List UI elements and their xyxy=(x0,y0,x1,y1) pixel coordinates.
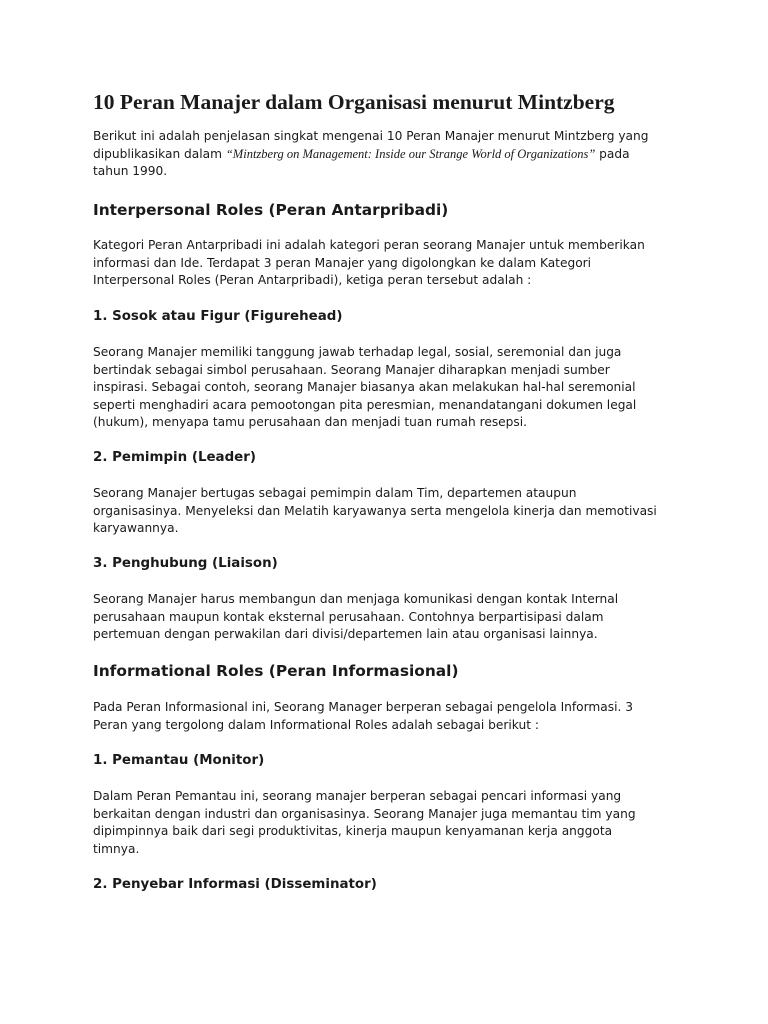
intro-line: tahun 1990. xyxy=(93,164,168,179)
paragraph-line: (hukum), menyapa tamu perusahaan dan menjadi tuan rumah resepsi. xyxy=(93,415,528,430)
paragraph-line: Interpersonal Roles (Peran Antarpribadi), ketiga peran tersebut adalah : xyxy=(93,273,532,288)
intro-line: Berikut ini adalah penjelasan singkat mengenai 10 Peran Manajer menurut Mintzberg yang xyxy=(93,129,649,143)
interpersonal-description xyxy=(93,237,683,290)
paragraph-line: informasi dan Ide. Terdapat 3 peran Manajer yang digolongkan ke dalam Kategori xyxy=(93,255,592,270)
intro-line xyxy=(93,146,683,164)
role-description-figurehead xyxy=(93,344,683,432)
paragraph-line: Kategori Peran Antarpribadi ini adalah kategori peran seorang Manajer untuk memberikan xyxy=(93,238,645,252)
document-title: 10 Peran Manajer dalam Organisasi menurut Mintzberg xyxy=(93,90,615,114)
paragraph-line: Peran yang tergolong dalam Informational Roles adalah sebagai berikut : xyxy=(93,717,539,732)
paragraph-line: Pada Peran Informasional ini, Seorang Manager berperan sebagai pengelola Informasi. 3 xyxy=(93,700,634,714)
paragraph-line: seperti menghadiri acara pemootongan pita peresmian, menandatangani dokumen legal xyxy=(93,397,637,412)
paragraph-line: timnya. xyxy=(93,841,140,856)
publication-title: “Mintzberg on Management: Inside our Strange World of Organizations” xyxy=(225,146,596,161)
role-heading-monitor: 1. Pemantau (Monitor) xyxy=(93,753,265,768)
paragraph-line: bertindak sebagai simbol perusahaan. Seorang Manajer diharapkan menjadi sumber xyxy=(93,362,610,377)
role-description-liaison xyxy=(93,591,683,644)
paragraph-line: perusahaan maupun kontak eksternal perusahaan. Contohnya berpartisipasi dalam xyxy=(93,609,604,624)
informational-description xyxy=(93,699,683,734)
role-description-leader xyxy=(93,485,683,538)
paragraph-line: Seorang Manajer harus membangun dan menjaga komunikasi dengan kontak Internal xyxy=(93,592,619,606)
paragraph-line: Dalam Peran Pemantau ini, seorang manajer berperan sebagai pencari informasi yang xyxy=(93,789,622,803)
paragraph-line: Seorang Manajer memiliki tanggung jawab terhadap legal, sosial, seremonial dan juga xyxy=(93,345,622,359)
intro-text: pada xyxy=(595,146,630,161)
intro-text: dipublikasikan dalam xyxy=(93,146,226,161)
paragraph-line: dipimpinnya baik dari segi produktivitas, kinerja maupun kenyamanan kerja anggota xyxy=(93,824,613,839)
role-description-monitor xyxy=(93,788,683,858)
paragraph-line: pertemuan dengan perwakilan dari divisi/departemen lain atau organisasi lainnya. xyxy=(93,627,598,642)
role-heading-figurehead: 1. Sosok atau Figur (Figurehead) xyxy=(93,309,343,324)
role-heading-liaison: 3. Penghubung (Liaison) xyxy=(93,556,278,571)
intro-paragraph xyxy=(93,128,683,181)
role-heading-leader: 2. Pemimpin (Leader) xyxy=(93,450,256,465)
paragraph-line: organisasinya. Menyeleksi dan Melatih karyawanya serta mengelola kinerja dan memotivasi xyxy=(93,503,657,518)
role-heading-disseminator: 2. Penyebar Informasi (Disseminator) xyxy=(93,877,377,892)
section-heading-interpersonal: Interpersonal Roles (Peran Antarpribadi) xyxy=(93,201,449,219)
paragraph-line: karyawannya. xyxy=(93,521,179,536)
paragraph-line: berkaitan dengan industri dan organisasinya. Seorang Manajer juga memantau tim yang xyxy=(93,806,636,821)
section-heading-informational: Informational Roles (Peran Informasional) xyxy=(93,662,459,680)
paragraph-line: Seorang Manajer bertugas sebagai pemimpin dalam Tim, departemen ataupun xyxy=(93,486,577,500)
paragraph-line: inspirasi. Sebagai contoh, seorang Manajer biasanya akan melakukan hal-hal seremonial xyxy=(93,380,636,395)
